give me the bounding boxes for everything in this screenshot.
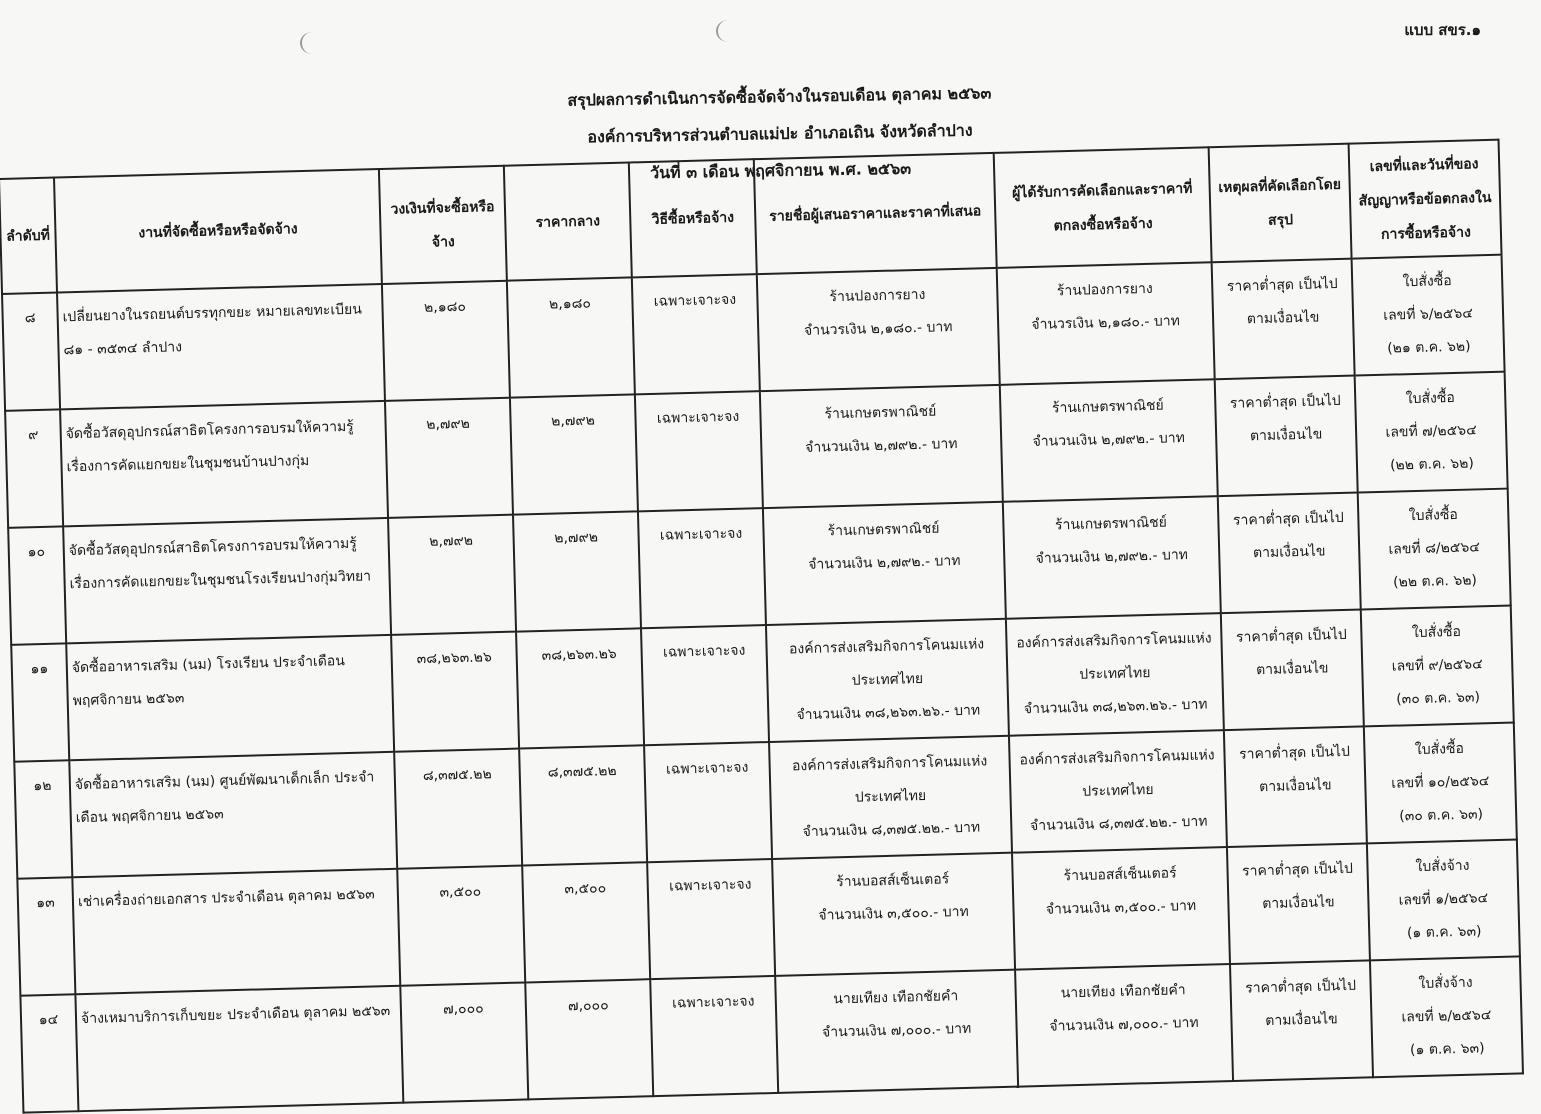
method-cell	[644, 742, 772, 862]
header-no: ลำดับที่	[0, 178, 57, 294]
median-price-cell	[507, 277, 635, 397]
median-price-cell-median: ๓๘,๒๖๓.๒๖	[541, 645, 617, 664]
selected-cell-win-amount: จำนวนเงิน ๓,๕๐๐.- บาท	[1045, 897, 1197, 918]
contract-cell-doc-no: เลขที่ ๙/๒๕๖๔	[1391, 656, 1483, 675]
header-task: งานที่จัดซื้อหรือหรือจัดจ้าง	[54, 169, 382, 292]
row-number	[2, 292, 60, 410]
header-bidders: รายชื่อผู้เสนอราคาและราคาที่เสนอ	[754, 153, 997, 274]
task-description	[69, 752, 397, 877]
title-line-2: องค์การบริหารส่วนตำบลแม่ปะ อำเภอเถิน จังหวัดลำปาง	[587, 120, 973, 147]
title-line-1: สรุปผลการดำเนินการจัดซื้อจัดจ้างในรอบเดือน ตุลาคม ๒๕๖๓	[567, 83, 992, 110]
contract-cell-doc: ใบสั่งซื้อ	[1405, 389, 1455, 408]
contract-cell	[1352, 255, 1505, 376]
method-cell	[635, 391, 763, 511]
median-price-cell-median: ๒,๗๙๒	[550, 412, 596, 430]
selected-cell-winner: ร้านเกษตรพาณิชย์	[1051, 397, 1164, 417]
selected-cell	[1003, 496, 1221, 619]
budget-cell-budget: ๒,๗๙๒	[429, 532, 474, 550]
method-cell-method: เฉพาะเจาะจง	[671, 993, 755, 1012]
budget-cell	[385, 398, 513, 518]
task-description-task: จัดซื้ออาหารเสริม (นม) ศูนย์พัฒนาเด็กเล็ก ประจำเดือน พฤศจิกายน ๒๕๖๓	[74, 769, 375, 827]
median-price-cell-median: ๗,๐๐๐	[567, 997, 609, 1015]
method-cell-method: เฉพาะเจาะจง	[656, 408, 740, 427]
header-selected: ผู้ได้รับการคัดเลือกและราคาที่ตกลงซื้อหรือจ้าง	[994, 147, 1212, 268]
row-number-no: ๑๐	[27, 543, 46, 561]
budget-cell	[394, 749, 522, 869]
task-description-task: เช่าเครื่องถ่ายเอกสาร ประจำเดือน ตุลาคม ๒๕๖๓	[77, 886, 375, 911]
reason-cell	[1218, 493, 1361, 614]
punch-hole-mark	[716, 20, 740, 42]
median-price-cell	[522, 862, 650, 982]
reason-cell-reason: ราคาต่ำสุด เป็นไปตามเงื่อนไข	[1226, 275, 1338, 328]
contract-cell-doc: ใบสั่งซื้อ	[1411, 623, 1462, 642]
bidder-cell	[772, 853, 1015, 976]
selected-cell	[997, 262, 1215, 385]
header-budget: วงเงินที่จะซื้อหรือจ้าง	[379, 166, 507, 284]
task-description-task: จ้างเหมาบริการเก็บขยะ ประจำเดือน ตุลาคม ๒๕๖๓	[80, 1003, 391, 1028]
median-price-cell-median: ๓,๕๐๐	[564, 880, 607, 898]
method-cell	[638, 508, 766, 628]
selected-cell-winner: ร้านเกษตรพาณิชย์	[1054, 514, 1168, 534]
bidder-cell	[766, 619, 1009, 742]
selected-cell-winner: ร้านบอสส์เซ็นเตอร์	[1063, 865, 1177, 885]
selected-cell	[1006, 613, 1224, 736]
budget-cell-budget: ๓๘,๒๖๓.๒๖	[416, 649, 492, 668]
method-cell	[647, 859, 775, 979]
reason-cell	[1215, 376, 1358, 497]
selected-cell-win-amount: จำนวนเงิน ๒,๗๙๒.- บาท	[1035, 546, 1189, 567]
contract-cell-doc: ใบสั่งซื้อ	[1402, 272, 1452, 291]
median-price-cell-median: ๒,๑๘๐	[548, 295, 592, 313]
budget-cell	[400, 982, 528, 1102]
row-number	[11, 643, 69, 761]
bidder-cell-bidder: องค์การส่งเสริมกิจการโคนมแห่งประเทศไทย	[788, 636, 985, 689]
reason-cell-reason: ราคาต่ำสุด เป็นไปตามเงื่อนไข	[1229, 392, 1341, 445]
bidder-cell-bidder: ร้านเกษตรพาณิชย์	[824, 403, 937, 423]
header-method: วิธีซื้อหรือจ้าง	[629, 159, 757, 277]
bidder-cell-bid-amount: จำนวนเงิน ๗,๐๐๐.- บาท	[821, 1020, 972, 1041]
bidder-cell-bid-amount: จำนวนเงิน ๓๘,๒๖๓.๒๖.- บาท	[796, 702, 981, 724]
row-number-no: ๑๒	[33, 777, 52, 795]
budget-cell-budget: ๓,๕๐๐	[439, 883, 482, 901]
selected-cell-win-amount: จำนวรเงิน ๒,๑๘๐.- บาท	[1031, 313, 1181, 333]
bidder-cell-bid-amount: จำนวนเงิน ๒,๗๙๒.- บาท	[804, 435, 958, 456]
contract-cell-doc-no: เลขที่ ๒/๒๕๖๔	[1401, 1007, 1492, 1026]
task-description-task: จัดซื้อวัสดุอุปกรณ์สาธิตโครงการอบรมให้ความรู้เรื่องการคัดแยกขยะในชุมชนบ้านปางกุ่ม	[65, 418, 354, 476]
median-price-cell	[519, 745, 647, 865]
method-cell-method: เฉพาะเจาะจง	[665, 759, 749, 778]
header-reason: เหตุผลที่คัดเลือกโดยสรุป	[1209, 144, 1352, 263]
budget-cell	[382, 281, 510, 401]
selected-cell-win-amount: จำนวนเงิน ๘,๓๗๕.๒๒.- บาท	[1029, 813, 1208, 835]
selected-cell	[1012, 847, 1230, 970]
selected-cell-winner: องค์การส่งเสริมกิจการโคนมแห่งประเทศไทย	[1019, 747, 1215, 800]
selected-cell	[1015, 964, 1233, 1087]
reason-cell-reason: ราคาต่ำสุด เป็นไปตามเงื่อนไข	[1235, 626, 1348, 679]
median-price-cell	[510, 394, 638, 514]
method-cell	[650, 976, 778, 1096]
method-cell-method: เฉพาะเจาะจง	[662, 642, 746, 661]
selected-cell-win-amount: จำนวนเงิน ๗,๐๐๐.- บาท	[1049, 1014, 1199, 1035]
reason-cell-reason: ราคาต่ำสุด เป็นไปตามเงื่อนไข	[1241, 860, 1354, 913]
contract-cell	[1364, 723, 1517, 844]
task-description	[63, 518, 391, 643]
budget-cell-budget: ๘,๓๗๕.๒๒	[422, 766, 492, 785]
contract-cell-doc: ใบสั่งซื้อ	[1414, 740, 1465, 759]
task-description-task: จัดซื้ออาหารเสริม (นม) โรงเรียน ประจำเดือน พฤศจิกายน ๒๕๖๓	[71, 653, 346, 710]
contract-cell-doc-date: (๑ ต.ค. ๖๓)	[1406, 923, 1482, 942]
task-description	[66, 635, 394, 760]
bidder-cell-bid-amount: จำนวนเงิน ๘,๓๗๕.๒๒.- บาท	[802, 819, 981, 841]
contract-cell-doc-no: เลขที่ ๖/๒๕๖๔	[1383, 305, 1474, 324]
contract-cell	[1355, 372, 1508, 493]
row-number-no: ๑๔	[38, 1011, 59, 1029]
reason-cell	[1212, 259, 1355, 380]
row-number	[5, 409, 63, 527]
bidder-cell	[769, 736, 1012, 859]
reason-cell-reason: ราคาต่ำสุด เป็นไปตามเงื่อนไข	[1232, 509, 1344, 562]
bidder-cell-bidder: ร้านปองการยาง	[829, 286, 926, 306]
contract-cell-doc-date: (๑ ต.ค. ๖๓)	[1409, 1040, 1485, 1059]
reason-cell	[1221, 609, 1364, 730]
median-price-cell	[513, 511, 641, 631]
bidder-cell	[760, 385, 1003, 508]
contract-cell-doc-no: เลขที่ ๘/๒๕๖๔	[1388, 539, 1481, 558]
bidder-cell-bidder: นายเทียง เทือกชัยคำ	[833, 988, 959, 1008]
task-description	[75, 986, 403, 1111]
method-cell-method: เฉพาะเจาะจง	[668, 876, 752, 895]
median-price-cell	[525, 979, 653, 1099]
header-median-price: ราคากลาง	[504, 162, 632, 280]
selected-cell-winner: นายเทียง เทือกชัยคำ	[1060, 982, 1186, 1002]
method-cell-method: เฉพาะเจาะจง	[659, 525, 743, 544]
task-description-task: เปลี่ยนยางในรถยนต์บรรทุกขยะ หมายเลขทะเบียน ๘๑ - ๓๕๓๔ ลำปาง	[62, 301, 362, 359]
contract-cell-doc: ใบสั่งซื้อ	[1408, 506, 1459, 525]
selected-cell	[1000, 379, 1218, 502]
row-number-no: ๑๑	[30, 660, 49, 678]
contract-cell-doc-no: เลขที่ ๑๐/๒๕๖๔	[1391, 773, 1490, 792]
contract-cell	[1358, 489, 1511, 610]
method-cell	[641, 625, 769, 745]
bidder-cell-bidder: องค์การส่งเสริมกิจการโคนมแห่งประเทศไทย	[791, 753, 988, 806]
bidder-cell-bid-amount: จำนวนเงิน ๒,๗๙๒.- บาท	[808, 552, 961, 573]
selected-cell-winner: องค์การส่งเสริมกิจการโคนมแห่งประเทศไทย	[1016, 630, 1212, 683]
form-code: แบบ สขร.๑	[1404, 21, 1481, 39]
reason-cell-reason: ราคาต่ำสุด เป็นไปตามเงื่อนไข	[1238, 743, 1351, 796]
budget-cell-budget: ๗,๐๐๐	[442, 1000, 484, 1018]
median-price-cell-median: ๘,๓๗๕.๒๒	[547, 763, 617, 781]
bidder-cell-bid-amount: จำนวรเงิน ๒,๑๘๐.- บาท	[803, 319, 953, 339]
bidder-cell-bidder: ร้านเกษตรพาณิชย์	[827, 520, 940, 540]
bidder-cell	[775, 970, 1018, 1093]
bidder-cell-bid-amount: จำนวนเงิน ๓,๕๐๐.- บาท	[818, 903, 969, 924]
row-number	[8, 526, 66, 644]
budget-cell	[388, 515, 516, 635]
task-description-task: จัดซื้อวัสดุอุปกรณ์สาธิตโครงการอบรมให้ความรู้เรื่องการคัดแยกขยะในชุมชนโรงเรียนปางกุ่มวิทยา	[68, 535, 372, 593]
contract-cell	[1367, 839, 1520, 960]
bidder-cell-bidder: ร้านบอสส์เซ็นเตอร์	[836, 871, 950, 891]
contract-cell-doc: ใบสั่งจ้าง	[1415, 857, 1470, 876]
reason-cell-reason: ราคาต่ำสุด เป็นไปตามเงื่อนไข	[1245, 977, 1357, 1030]
median-price-cell	[516, 628, 644, 748]
header-contract: เลขที่และวันที่ของสัญญาหรือข้อตกลงในการซื้อหรือจ้าง	[1349, 140, 1502, 259]
bidder-cell	[763, 502, 1006, 625]
task-description	[72, 869, 400, 994]
reason-cell	[1227, 843, 1370, 964]
bidder-cell	[757, 268, 1000, 391]
selected-cell-win-amount: จำนวนเงิน ๓๘,๒๖๓.๒๖.- บาท	[1023, 696, 1208, 718]
contract-cell	[1361, 606, 1514, 727]
task-description	[57, 284, 385, 409]
contract-cell-doc-date: (๒๑ ต.ค. ๖๒)	[1387, 338, 1471, 357]
method-cell-method: เฉพาะเจาะจง	[653, 291, 737, 310]
budget-cell	[397, 866, 525, 986]
contract-cell-doc-date: (๒๒ ต.ค. ๖๒)	[1389, 455, 1475, 474]
title-line-3: วันที่ ๓ เดือน พฤศจิกายน พ.ศ. ๒๕๖๓	[649, 158, 912, 183]
contract-cell-doc-date: (๓๐ ต.ค. ๖๓)	[1399, 806, 1484, 825]
median-price-cell-median: ๒,๗๙๒	[554, 529, 599, 547]
procurement-table	[0, 139, 1524, 1114]
row-number-no: ๑๓	[36, 894, 55, 912]
row-number	[20, 994, 78, 1112]
contract-cell-doc-date: (๒๒ ต.ค. ๖๒)	[1392, 572, 1478, 591]
row-number	[14, 760, 72, 878]
row-number-no: ๘	[24, 310, 36, 327]
selected-cell-win-amount: จำนวนเงิน ๒,๗๙๒.- บาท	[1032, 430, 1186, 451]
contract-cell-doc: ใบสั่งจ้าง	[1418, 974, 1473, 993]
budget-cell	[391, 632, 519, 752]
selected-cell	[1009, 730, 1227, 853]
row-number	[17, 877, 75, 995]
budget-cell-budget: ๒,๑๘๐	[423, 298, 467, 316]
contract-cell-doc-no: เลขที่ ๗/๒๕๖๔	[1385, 422, 1477, 441]
task-description	[60, 401, 388, 526]
selected-cell-winner: ร้านปองการยาง	[1056, 280, 1153, 300]
contract-cell-doc-date: (๓๐ ต.ค. ๖๓)	[1396, 689, 1481, 708]
contract-cell	[1370, 956, 1523, 1077]
reason-cell	[1230, 960, 1373, 1081]
row-number-no: ๙	[27, 427, 39, 444]
budget-cell-budget: ๒,๗๙๒	[426, 415, 471, 433]
method-cell	[632, 274, 760, 394]
reason-cell	[1224, 726, 1367, 847]
punch-hole-mark	[300, 32, 324, 54]
contract-cell-doc-no: เลขที่ ๑/๒๕๖๔	[1398, 890, 1489, 909]
